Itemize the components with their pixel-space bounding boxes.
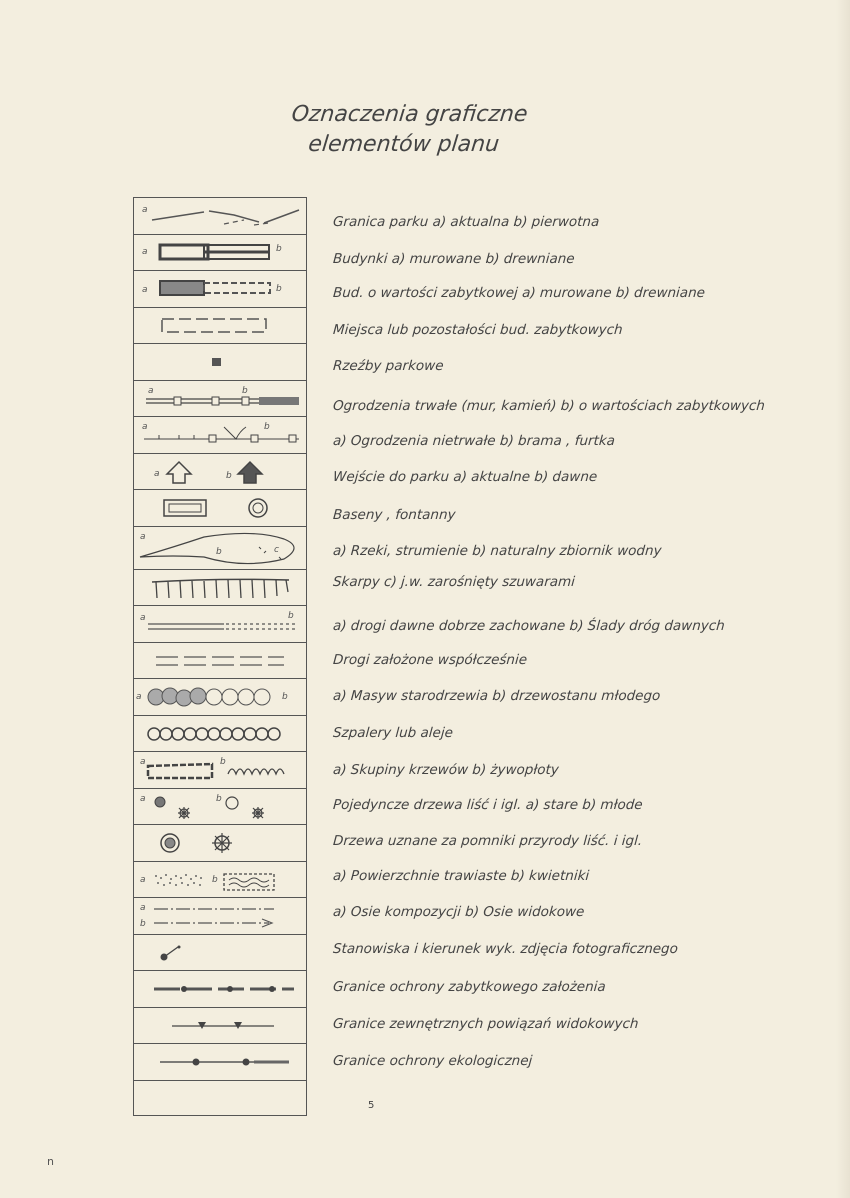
legend-cell-shrub (134, 752, 306, 789)
legend-cell-old-road (134, 606, 306, 643)
legend-text-16: a) Skupiny krzewów b) żywopłoty (332, 762, 560, 778)
legend-cell-park-entrance (134, 454, 306, 491)
tree-stand-icon (134, 679, 306, 715)
svg-text:a: a (148, 385, 154, 396)
svg-text:a: a (140, 903, 146, 913)
page-number: 5 (368, 1100, 375, 1111)
svg-text:a: a (140, 757, 146, 767)
legend-cell-historic-building (134, 271, 306, 308)
legend-text-18: Drzewa uznane za pomniki przyrody liść. i igl. (332, 833, 643, 849)
building-icon (134, 235, 306, 271)
single-tree-icon (134, 789, 306, 825)
historic-remains-icon (134, 308, 306, 344)
water-icon (134, 527, 306, 569)
lawn-icon (134, 862, 306, 898)
legend-text-13: Drogi założone współcześnie (332, 652, 528, 668)
legend-text-21: Stanowiska i kierunek wyk. zdjęcia fotograficznego (332, 941, 679, 957)
legend-text-20: a) Osie kompozycji b) Osie widokowe (332, 904, 585, 920)
legend-text-12: a) drogi dawne dobrze zachowane b) Ślady dróg dawnych (332, 618, 726, 634)
legend-text-10: a) Rzeki, strumienie b) naturalny zbiornik wodny (332, 543, 663, 559)
svg-text:b: b (216, 793, 222, 804)
svg-text:a: a (154, 468, 160, 479)
svg-text:b: b (242, 385, 248, 396)
legend-text-3: Bud. o wartości zabytkowej a) murowane b) drewniane (332, 285, 706, 301)
old-road-icon (134, 606, 306, 642)
view-link-boundary-icon (134, 1008, 306, 1044)
legend-text-7: a) Ogrodzenia nietrwałe b) brama , furtka (332, 433, 616, 449)
corner-mark: n (47, 1155, 54, 1168)
photo-position-icon (134, 935, 306, 971)
protection-boundary-icon (134, 971, 306, 1007)
legend-cell-protection-boundary (134, 971, 306, 1008)
pool-fountain-icon (134, 490, 306, 526)
svg-text:b: b (282, 692, 288, 702)
legend-text-6: Ogrodzenia trwałe (mur, kamień) b) o wartościach zabytkowych (332, 398, 766, 414)
legend-cell-escarpment (134, 570, 306, 607)
park-boundary-icon (134, 198, 306, 234)
new-road-icon (134, 643, 306, 679)
legend-table (133, 197, 307, 1116)
legend-text-2: Budynki a) murowane b) drewniane (332, 251, 576, 267)
svg-text:b: b (288, 611, 294, 621)
permanent-fence-icon (134, 381, 306, 417)
svg-text:a: a (142, 422, 148, 432)
svg-text:b: b (276, 284, 282, 294)
page-title (287, 100, 573, 160)
legend-text-4: Miejsca lub pozostałości bud. zabytkowych (332, 322, 624, 338)
avenue-icon (134, 716, 306, 752)
legend-text-23: Granice zewnętrznych powiązań widokowych (332, 1016, 640, 1032)
legend-text-19: a) Powierzchnie trawiaste b) kwietniki (332, 868, 590, 884)
svg-text:c: c (274, 544, 279, 555)
legend-cell-view-link-boundary (134, 1008, 306, 1045)
legend-text-22: Granice ochrony zabytkowego założenia (332, 979, 607, 995)
legend-cell-park-boundary (134, 198, 306, 235)
legend-cell-pool-fountain (134, 490, 306, 527)
legend-cell-permanent-fence (134, 381, 306, 418)
svg-text:b: b (216, 546, 222, 557)
historic-building-icon (134, 271, 306, 307)
legend-cell-photo-position (134, 935, 306, 972)
legend-cell-historic-remains (134, 308, 306, 345)
svg-text:a: a (136, 692, 142, 702)
natural-monument-icon (134, 825, 306, 861)
legend-text-24: Granice ochrony ekologicznej (332, 1053, 533, 1069)
legend-cell-sculpture (134, 344, 306, 381)
legend-cell-tree-stand (134, 679, 306, 716)
svg-text:b: b (212, 874, 218, 885)
svg-text:b: b (226, 470, 232, 481)
svg-text:b: b (264, 422, 270, 432)
legend-cell-axis (134, 898, 306, 935)
svg-text:b: b (140, 919, 146, 929)
svg-text:a: a (140, 613, 146, 623)
legend-text-14: a) Masyw starodrzewia b) drzewostanu młodego (332, 688, 661, 704)
legend-cell-natural-monument (134, 825, 306, 862)
legend-cell-water (134, 527, 306, 570)
shrub-icon (134, 752, 306, 788)
legend-text-9: Baseny , fontanny (332, 507, 457, 523)
legend-text-15: Szpalery lub aleje (332, 725, 454, 741)
legend-cell-building (134, 235, 306, 272)
svg-text:a: a (142, 285, 148, 295)
temporary-fence-icon (134, 417, 306, 453)
svg-text:a: a (142, 205, 148, 215)
legend-cell-lawn (134, 862, 306, 899)
legend-text-5: Rzeźby parkowe (332, 358, 445, 374)
legend-cell-avenue (134, 716, 306, 753)
svg-text:a: a (140, 793, 146, 804)
page-edge (836, 0, 850, 1198)
title-line-2: elementów planu (307, 132, 501, 157)
svg-text:b: b (220, 757, 226, 767)
park-entrance-icon (134, 454, 306, 490)
legend-cell-temporary-fence (134, 417, 306, 454)
svg-text:a: a (140, 531, 146, 542)
escarpment-icon (134, 570, 306, 606)
axis-icon (134, 898, 306, 934)
svg-text:a: a (142, 246, 148, 257)
legend-text-8: Wejście do parku a) aktualne b) dawne (332, 469, 598, 485)
legend-cell-single-tree (134, 789, 306, 826)
ecological-boundary-icon (134, 1044, 306, 1080)
legend-text-1: Granica parku a) aktualna b) pierwotna (332, 214, 600, 230)
svg-text:b: b (276, 243, 282, 254)
legend-cell-ecological-boundary (134, 1044, 306, 1081)
title-line-1: Oznaczenia graficzne (290, 102, 529, 127)
legend-text-11: Skarpy c) j.w. zarośnięty szuwarami (332, 574, 576, 590)
legend-cell-new-road (134, 643, 306, 680)
svg-text:a: a (140, 874, 146, 885)
legend-text-17: Pojedyncze drzewa liść i igl. a) stare b) młode (332, 797, 644, 813)
sculpture-icon (134, 344, 306, 380)
legend-cell-empty (134, 1081, 306, 1116)
